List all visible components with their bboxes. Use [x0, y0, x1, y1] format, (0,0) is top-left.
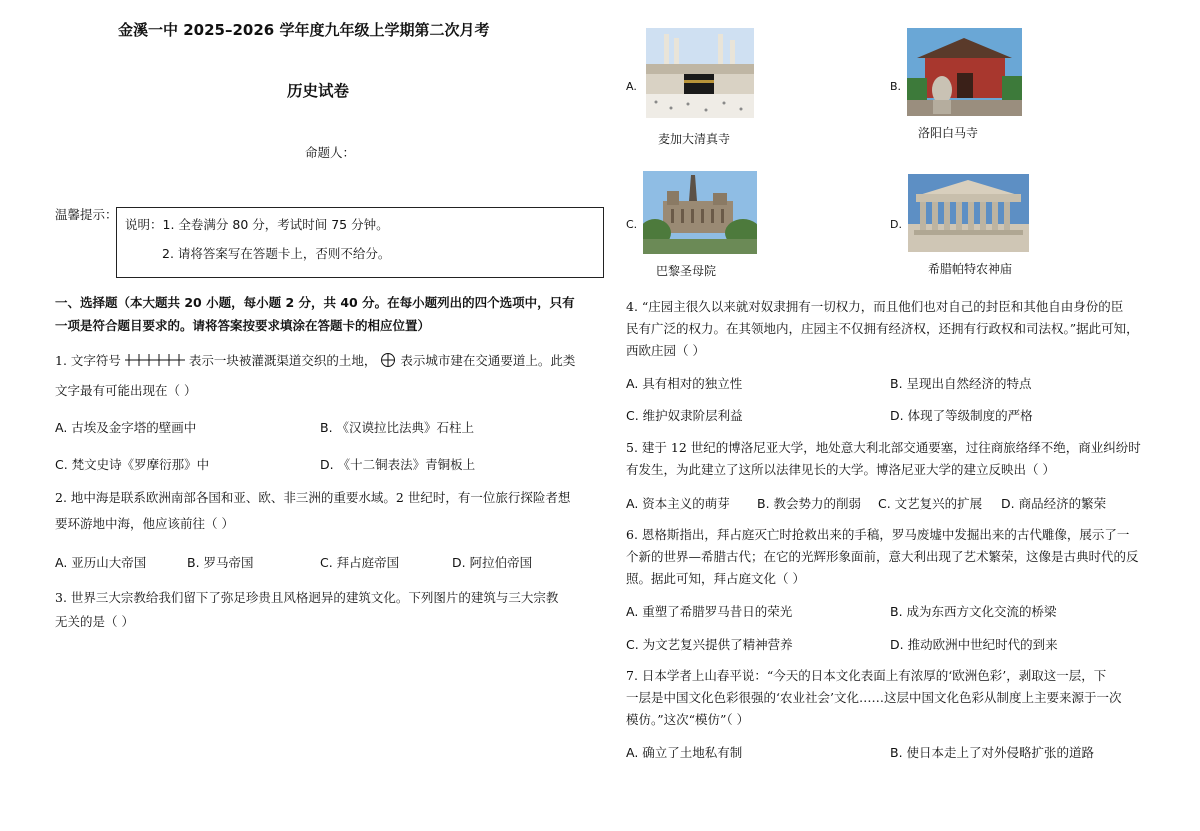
q5-option-d: D. 商品经济的繁荣 — [1001, 496, 1107, 511]
q6-stem-line-3: 照。据此可知，拜占庭文化（ ） — [626, 571, 805, 586]
q1-option-c: C. 梵文史诗《罗摩衍那》中 — [55, 457, 210, 472]
q5-option-a: A. 资本主义的萌芽 — [626, 496, 730, 511]
q4-option-c: C. 维护奴隶阶层利益 — [626, 408, 743, 423]
section-heading-line-1: 一、选择题（本大题共 20 小题，每小题 2 分，共 40 分。在每小题列出的四个选项中，只有 — [55, 295, 575, 310]
q1-option-d: D. 《十二铜表法》青铜板上 — [320, 457, 476, 472]
q3-stem-line-1: 3. 世界三大宗教给我们留下了弥足珍贵且风格迥异的建筑文化。下列图片的建筑与三大宗教 — [55, 590, 559, 605]
q1-stem-line-2: 文字最有可能出现在（ ） — [55, 383, 197, 398]
city-glyph-icon — [380, 352, 396, 368]
q3-option-a-caption: 麦加大清真寺 — [658, 132, 731, 146]
q1-stem-part-b: 表示一块被灌溉渠道交织的土地， — [188, 353, 377, 368]
q7-stem-line-3: 模仿。”这次“模仿”（ ） — [626, 712, 750, 727]
parthenon-image — [908, 174, 1029, 252]
notice-line-1: 说明：1. 全卷满分 80 分，考试时间 75 分钟。 — [125, 217, 389, 232]
q5-option-b: B. 教会势力的削弱 — [757, 496, 862, 511]
q5-stem-line-1: 5. 建于 12 世纪的博洛尼亚大学，地处意大利北部交通要塞，过往商旅络绎不绝，商业纠纷时 — [626, 440, 1141, 455]
q4-stem-line-3: 西欧庄园（ ） — [626, 343, 705, 358]
q1-stem-part-c: 表示城市建在交通要道上。此类 — [400, 353, 576, 368]
q6-option-b: B. 成为东西方文化交流的桥梁 — [890, 604, 1057, 619]
q1-option-b: B. 《汉谟拉比法典》石柱上 — [320, 420, 475, 435]
q5-option-c: C. 文艺复兴的扩展 — [878, 496, 983, 511]
q2-stem-line-2: 要环游地中海，他应该前往（ ） — [55, 516, 234, 531]
white-horse-temple-image — [907, 28, 1022, 116]
q7-option-b: B. 使日本走上了对外侵略扩张的道路 — [890, 745, 1095, 760]
q7-stem-line-2: 一层是中国文化色彩很强的‘农业社会’文化……这层中国文化色彩从制度上主要来源于一次 — [626, 690, 1122, 705]
notice-line-2: 2. 请将答案写在答题卡上，否则不给分。 — [162, 246, 391, 261]
exam-title: 金溪一中 2025–2026 学年度九年级上学期第二次月考 — [118, 21, 490, 39]
q6-stem-line-2: 个新的世界—希腊古代；在它的光辉形象面前，意大利出现了艺术繁荣，这像是古典时代的反 — [626, 549, 1139, 564]
q7-stem-line-1: 7. 日本学者上山春平说：“今天的日本文化表面上有浓厚的‘欧洲色彩’，剥取这一层，下 — [626, 668, 1107, 683]
q6-stem-line-1: 6. 恩格斯指出，拜占庭灭亡时抢救出来的手稿，罗马废墟中发掘出来的古代雕像，展示了一 — [626, 527, 1130, 542]
q4-option-a: A. 具有相对的独立性 — [626, 376, 743, 391]
q3-option-b-caption: 洛阳白马寺 — [918, 126, 979, 140]
q3-option-b-letter: B. — [890, 80, 902, 93]
q2-option-d: D. 阿拉伯帝国 — [452, 555, 533, 570]
q4-stem-line-1: 4. “庄园主很久以来就对奴隶拥有一切权力，而且他们也对自己的封臣和其他自由身份的臣 — [626, 299, 1124, 314]
q2-stem-line-1: 2. 地中海是联系欧洲南部各国和亚、欧、非三洲的重要水域。2 世纪时，有一位旅行探险者想 — [55, 490, 571, 505]
q7-option-a: A. 确立了土地私有制 — [626, 745, 743, 760]
field-glyph-icon — [125, 353, 185, 367]
q5-stem-line-2: 有发生，为此建立了这所以法律见长的大学。博洛尼亚大学的建立反映出（ ） — [626, 462, 1055, 477]
notre-dame-image — [643, 171, 757, 254]
q6-option-d: D. 推动欧洲中世纪时代的到来 — [890, 637, 1058, 652]
q2-option-b: B. 罗马帝国 — [187, 555, 254, 570]
q1-stem-part-a: 1. 文字符号 — [55, 353, 121, 368]
q2-option-c: C. 拜占庭帝国 — [320, 555, 400, 570]
q3-option-c-letter: C. — [626, 218, 638, 231]
q1-stem-line-1 — [55, 350, 575, 372]
q2-option-a: A. 亚历山大帝国 — [55, 555, 147, 570]
q1-option-a: A. 古埃及金字塔的壁画中 — [55, 420, 197, 435]
q6-option-c: C. 为文艺复兴提供了精神营养 — [626, 637, 793, 652]
q4-option-d: D. 体现了等级制度的严格 — [890, 408, 1033, 423]
q3-option-d-caption: 希腊帕特农神庙 — [928, 262, 1013, 276]
subject-title: 历史试卷 — [287, 82, 350, 100]
q3-option-a-letter: A. — [626, 80, 637, 93]
notice-box — [116, 207, 604, 278]
q4-stem-line-2: 民有广泛的权力。在其领地内，庄园主不仅拥有经济权，还拥有行政权和司法权。”据此可知， — [626, 321, 1139, 336]
q3-option-d-letter: D. — [890, 218, 902, 231]
q4-option-b: B. 呈现出自然经济的特点 — [890, 376, 1032, 391]
mecca-mosque-image — [646, 28, 754, 118]
author-label: 命题人： — [305, 145, 356, 160]
q3-option-c-caption: 巴黎圣母院 — [656, 264, 717, 278]
notice-label: 温馨提示： — [55, 207, 118, 222]
q3-stem-line-2: 无关的是（ ） — [55, 614, 134, 629]
q6-option-a: A. 重塑了希腊罗马昔日的荣光 — [626, 604, 793, 619]
section-heading-line-2: 一项是符合题目要求的。请将答案按要求填涂在答题卡的相应位置） — [55, 318, 431, 333]
